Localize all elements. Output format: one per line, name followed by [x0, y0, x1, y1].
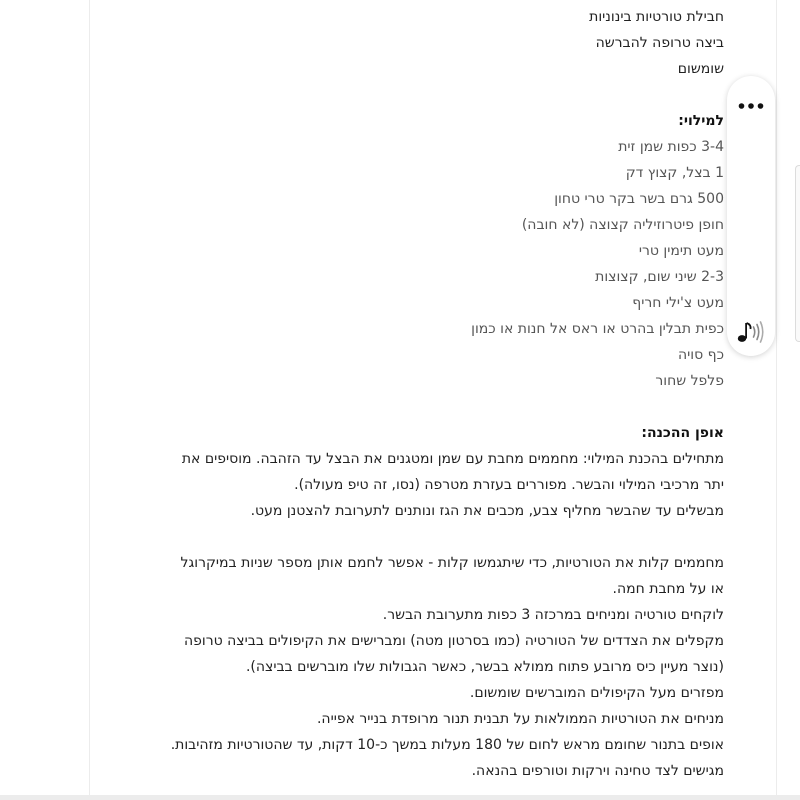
method-line: מחממים קלות את הטורטיות, כדי שיתגמשו קלות - אפשר לחמם אותן מספר שניות במיקרוגל	[180, 555, 724, 571]
method-line: מניחים את הטורטיות הממולאות על תבנית תנור מרופדת בנייר אפייה.	[316, 711, 724, 727]
method-line: מתחילים בהכנת המילוי: מחממים מחבת עם שמן ומטגנים את הבצל עד הזהבה. מוסיפים את	[181, 451, 724, 467]
method-line: (נוצר מעיין כיס מרובע פתוח ממולא בבשר, כאשר הגבולות שלו מוברשים בביצה).	[245, 659, 724, 675]
side-panel-tab[interactable]	[795, 165, 800, 342]
more-options-button[interactable]	[727, 84, 775, 128]
column-border-left	[89, 0, 90, 800]
method-heading: אופן ההכנה:	[641, 425, 724, 441]
audio-play-button[interactable]	[727, 312, 775, 352]
method-line: מפזרים מעל הקיפולים המוברשים שומשום.	[469, 685, 724, 701]
filling-item: 1 בצל, קצוץ דק	[625, 165, 724, 181]
filling-item: פלפל שחור	[655, 373, 724, 389]
method-line: מקפלים את הצדדים של הטורטיה (כמו בסרטון מטה) ומברישים את הקיפולים בביצה טרופה	[184, 633, 724, 649]
ingredient-line: ביצה טרופה להברשה	[595, 35, 724, 51]
filling-item: חופן פיטרוזיליה קצוצה (לא חובה)	[521, 217, 724, 233]
filling-item: כף סויה	[678, 347, 724, 363]
filling-heading: למילוי:	[678, 113, 724, 129]
recipe-content	[140, 4, 724, 784]
column-border-right	[776, 0, 777, 800]
filling-item: 500 גרם בשר בקר טרי טחון	[554, 191, 724, 207]
method-line: יתר מרכיבי המילוי והבשר. מפוררים בעזרת מטרפה (נסו, זה טיפ מעולה).	[294, 477, 724, 493]
method-line: או על מחבת חמה.	[612, 581, 724, 597]
music-note-sound-icon	[736, 320, 766, 344]
ingredient-line: שומשום	[677, 61, 724, 77]
method-line: אופים בתנור שחומם מראש לחום של 180 מעלות במשך כ-10 דקות, עד שהטורטיות מזהיבות.	[170, 737, 724, 753]
method-line: לוקחים טורטיה ומניחים במרכזה 3 כפות מתערובת הבשר.	[382, 607, 724, 623]
filling-item: מעט תימין טרי	[638, 243, 724, 259]
method-line: מגישים לצד טחינה וירקות וטורפים בהנאה.	[471, 763, 724, 779]
filling-item: 3-4 כפות שמן זית	[618, 139, 724, 155]
filling-item: כפית תבלין בהרט או ראס אל חנות או כמון	[471, 321, 724, 337]
bottom-border	[0, 795, 800, 800]
floating-toolbar	[727, 76, 775, 356]
ingredient-line: חבילת טורטיות בינוניות	[589, 9, 724, 25]
filling-item: מעט צ'ילי חריף	[632, 295, 724, 311]
more-horizontal-icon	[738, 102, 764, 110]
filling-item: 2-3 שיני שום, קצוצות	[595, 269, 724, 285]
method-line: מבשלים עד שהבשר מחליף צבע, מכבים את הגז ונותנים לתערובת להצטנן מעט.	[250, 503, 724, 519]
